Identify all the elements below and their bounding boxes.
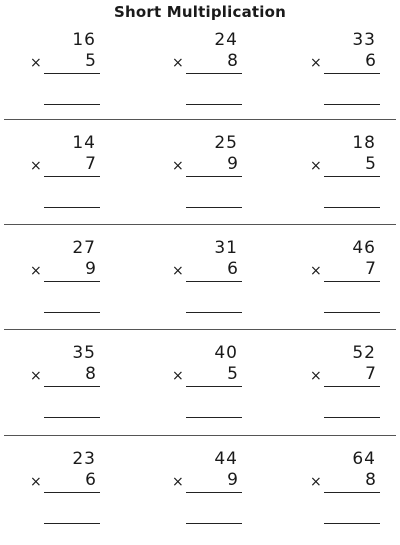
operation-line	[44, 386, 100, 387]
multiply-sign: ×	[172, 158, 184, 174]
multiplicand: 35	[72, 343, 96, 363]
answer-line[interactable]	[324, 104, 380, 105]
operation-line	[324, 492, 380, 493]
multiply-sign: ×	[310, 474, 322, 490]
worksheet-title: Short Multiplication	[114, 3, 286, 21]
answer-line[interactable]	[186, 312, 242, 313]
multiplicand: 16	[72, 30, 96, 50]
problem	[310, 30, 380, 110]
multiply-sign: ×	[30, 368, 42, 384]
problem	[30, 343, 100, 423]
answer-line[interactable]	[44, 312, 100, 313]
answer-line[interactable]	[324, 312, 380, 313]
multiplier: 5	[227, 364, 238, 384]
row-divider	[4, 119, 396, 120]
answer-line[interactable]	[186, 417, 242, 418]
multiplier: 5	[365, 154, 376, 174]
problem-row	[0, 133, 400, 229]
operation-line	[324, 73, 380, 74]
problem	[30, 238, 100, 318]
multiplicand: 31	[214, 238, 238, 258]
multiplier: 8	[85, 364, 96, 384]
operation-line	[44, 281, 100, 282]
operation-line	[186, 176, 242, 177]
multiplier: 7	[365, 259, 376, 279]
answer-line[interactable]	[44, 104, 100, 105]
row-divider	[4, 224, 396, 225]
multiplicand: 23	[72, 449, 96, 469]
problem	[30, 449, 100, 529]
answer-line[interactable]	[324, 523, 380, 524]
multiplier: 6	[85, 470, 96, 490]
multiplier: 7	[365, 364, 376, 384]
operation-line	[324, 386, 380, 387]
multiply-sign: ×	[172, 474, 184, 490]
problem	[310, 133, 380, 213]
multiply-sign: ×	[172, 368, 184, 384]
multiply-sign: ×	[30, 158, 42, 174]
problem	[172, 343, 242, 423]
answer-line[interactable]	[44, 207, 100, 208]
answer-line[interactable]	[186, 523, 242, 524]
multiplicand: 44	[214, 449, 238, 469]
multiplicand: 24	[214, 30, 238, 50]
problem	[172, 133, 242, 213]
multiply-sign: ×	[30, 55, 42, 71]
multiplicand: 33	[352, 30, 376, 50]
multiply-sign: ×	[30, 263, 42, 279]
multiply-sign: ×	[30, 474, 42, 490]
multiplier: 9	[227, 470, 238, 490]
operation-line	[186, 73, 242, 74]
multiply-sign: ×	[310, 368, 322, 384]
multiplier: 6	[227, 259, 238, 279]
problem	[172, 30, 242, 110]
operation-line	[44, 73, 100, 74]
problem	[30, 30, 100, 110]
multiplier: 7	[85, 154, 96, 174]
problem	[310, 343, 380, 423]
multiplicand: 18	[352, 133, 376, 153]
multiply-sign: ×	[310, 55, 322, 71]
problem	[30, 133, 100, 213]
answer-line[interactable]	[186, 207, 242, 208]
problem-row	[0, 30, 400, 126]
multiplicand: 27	[72, 238, 96, 258]
operation-line	[186, 281, 242, 282]
answer-line[interactable]	[44, 417, 100, 418]
multiplicand: 14	[72, 133, 96, 153]
multiplicand: 25	[214, 133, 238, 153]
problem-row	[0, 449, 400, 545]
problem	[172, 238, 242, 318]
multiply-sign: ×	[172, 263, 184, 279]
row-divider	[4, 435, 396, 436]
multiplier: 8	[365, 470, 376, 490]
multiplicand: 46	[352, 238, 376, 258]
row-divider	[4, 329, 396, 330]
operation-line	[44, 176, 100, 177]
multiplier: 9	[85, 259, 96, 279]
operation-line	[324, 281, 380, 282]
operation-line	[44, 492, 100, 493]
operation-line	[324, 176, 380, 177]
problem	[310, 238, 380, 318]
answer-line[interactable]	[44, 523, 100, 524]
multiply-sign: ×	[310, 263, 322, 279]
multiplier: 5	[85, 51, 96, 71]
problem-row	[0, 238, 400, 334]
operation-line	[186, 386, 242, 387]
multiplier: 6	[365, 51, 376, 71]
multiplier: 9	[227, 154, 238, 174]
answer-line[interactable]	[324, 417, 380, 418]
problem	[310, 449, 380, 529]
multiplicand: 64	[352, 449, 376, 469]
answer-line[interactable]	[186, 104, 242, 105]
multiply-sign: ×	[310, 158, 322, 174]
multiplicand: 40	[214, 343, 238, 363]
multiplier: 8	[227, 51, 238, 71]
problem-row	[0, 343, 400, 439]
operation-line	[186, 492, 242, 493]
multiply-sign: ×	[172, 55, 184, 71]
problem	[172, 449, 242, 529]
multiplicand: 52	[352, 343, 376, 363]
answer-line[interactable]	[324, 207, 380, 208]
